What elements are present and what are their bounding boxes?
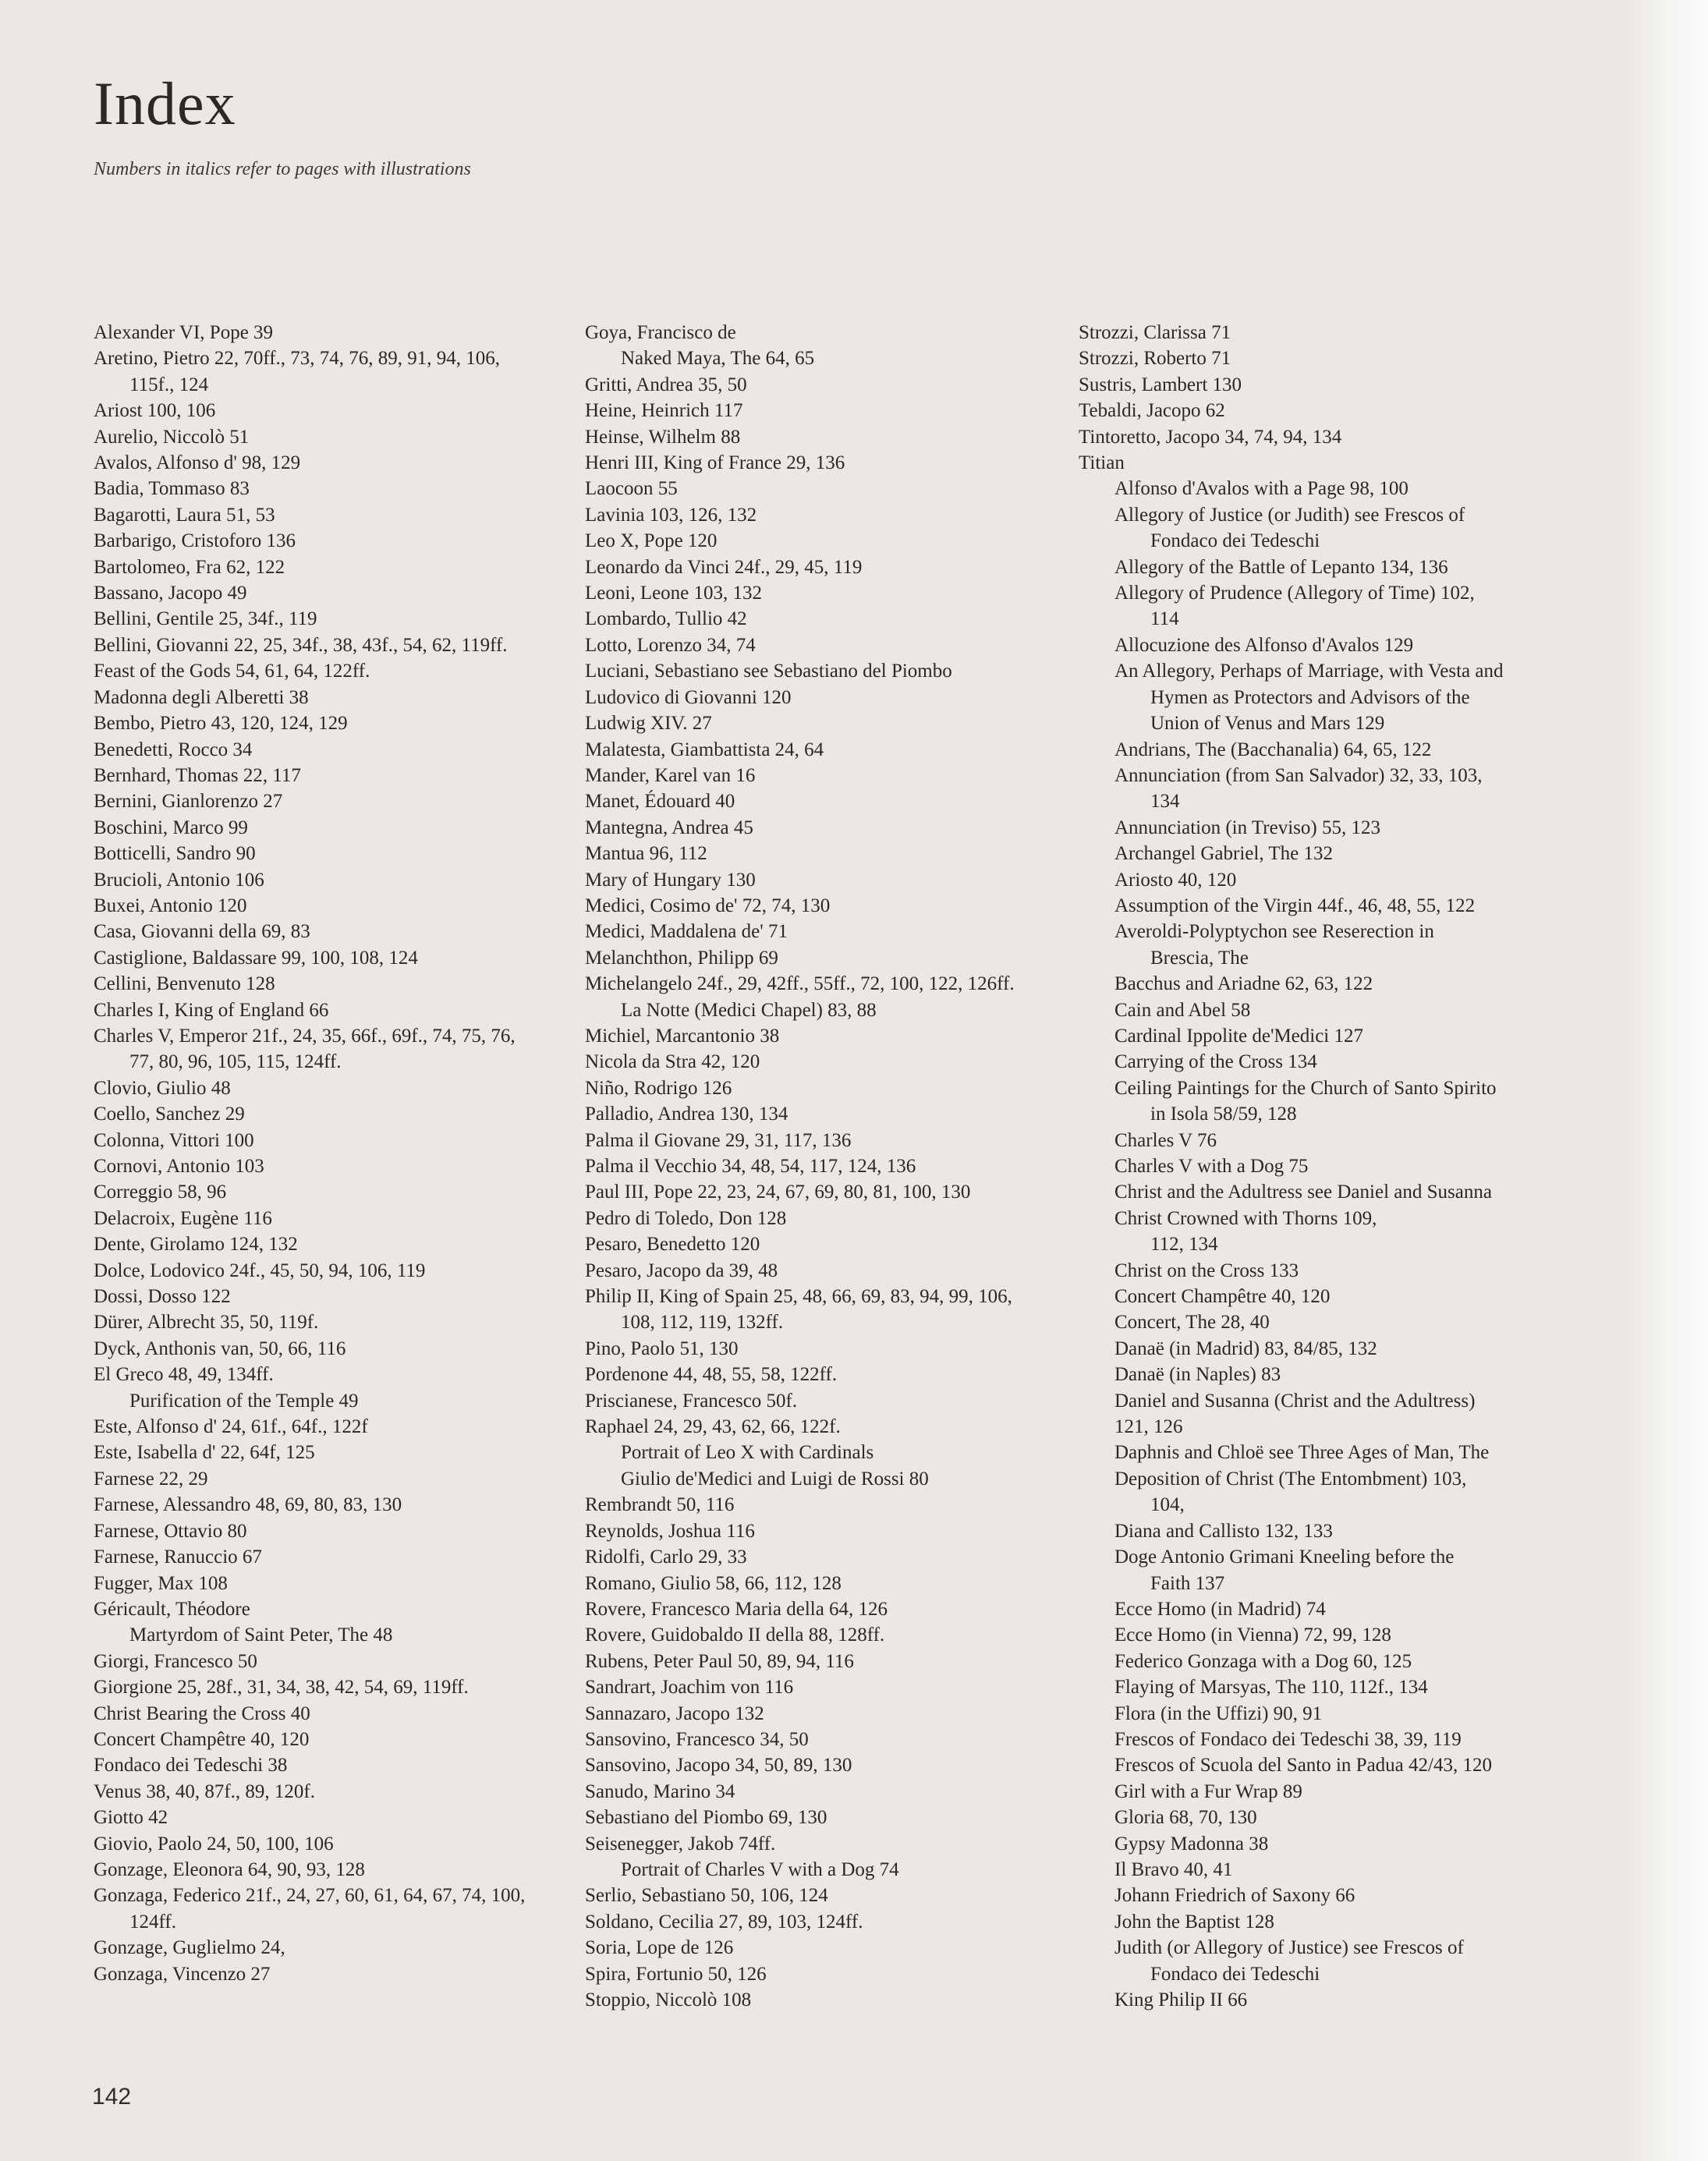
index-entry: Goya, Francisco de: [585, 322, 736, 343]
index-entry: Manet, Édouard 40: [585, 791, 735, 813]
index-entry: Gritti, Andrea 35, 50: [585, 374, 747, 395]
index-entry: Benedetti, Rocco 34: [94, 739, 253, 760]
index-entry: Ludwig XIV. 27: [585, 713, 712, 735]
index-entry: Leoni, Leone 103, 132: [585, 583, 763, 604]
index-entry: La Notte (Medici Chapel) 83, 88: [621, 999, 877, 1021]
index-entry: Alfonso d'Avalos with a Page 98, 100: [1114, 478, 1409, 500]
index-entry: Correggio 58, 96: [94, 1181, 227, 1203]
index-entry: Mantegna, Andrea 45: [585, 817, 753, 838]
book-gutter-shade: [1622, 0, 1708, 2161]
index-entry: Feast of the Gods 54, 61, 64, 122ff.: [94, 661, 370, 682]
index-entry: Charles V 76: [1114, 1129, 1217, 1151]
index-entry: Frescos of Scuola del Santo in Padua 42/43, 120: [1114, 1755, 1492, 1777]
index-entry: Pesaro, Benedetto 120: [585, 1234, 760, 1256]
page-title: Index: [94, 69, 236, 137]
index-entry: Annunciation (from San Salvador) 32, 33, 103,: [1114, 764, 1483, 786]
index-entry: Flaying of Marsyas, The 110, 112f., 134: [1114, 1677, 1428, 1699]
index-entry: Union of Venus and Mars 129: [1150, 713, 1385, 735]
index-entry: Judith (or Allegory of Justice) see Frescos of: [1114, 1937, 1464, 1959]
index-entry: 124ff.: [129, 1911, 176, 1933]
index-entry: Bacchus and Ariadne 62, 63, 122: [1114, 973, 1373, 995]
index-entry: Michelangelo 24f., 29, 42ff., 55ff., 72, 100, 122, 126ff.: [585, 973, 1015, 995]
index-entry: Concert, The 28, 40: [1114, 1312, 1270, 1334]
index-entry: Cellini, Benvenuto 128: [94, 973, 275, 995]
index-entry: Gonzaga, Vincenzo 27: [94, 1963, 271, 1985]
index-entry: Rovere, Francesco Maria della 64, 126: [585, 1598, 888, 1620]
index-entry: Frescos of Fondaco dei Tedeschi 38, 39, 119: [1114, 1728, 1462, 1750]
index-entry: John the Baptist 128: [1114, 1911, 1274, 1933]
index-entry: Venus 38, 40, 87f., 89, 120f.: [94, 1780, 316, 1802]
index-entry: 115f., 124: [129, 374, 209, 395]
index-entry: 114: [1150, 608, 1179, 630]
index-entry: Martyrdom of Saint Peter, The 48: [129, 1624, 393, 1646]
index-entry: Bembo, Pietro 43, 120, 124, 129: [94, 713, 348, 735]
index-entry: Sebastiano del Piombo 69, 130: [585, 1807, 827, 1829]
index-entry: Mary of Hungary 130: [585, 869, 756, 891]
index-entry: Dossi, Dosso 122: [94, 1286, 231, 1308]
index-entry: Castiglione, Baldassare 99, 100, 108, 124: [94, 947, 418, 969]
index-entry: Fondaco dei Tedeschi: [1150, 530, 1320, 552]
index-entry: Medici, Maddalena de' 71: [585, 921, 788, 943]
index-entry: Danaë (in Naples) 83: [1114, 1364, 1281, 1386]
index-entry: Giorgi, Francesco 50: [94, 1650, 257, 1672]
index-entry: Ariosto 40, 120: [1114, 869, 1237, 891]
index-entry: An Allegory, Perhaps of Marriage, with Vesta and: [1114, 661, 1504, 682]
index-entry: Federico Gonzaga with a Dog 60, 125: [1114, 1650, 1412, 1672]
index-entry: Hymen as Protectors and Advisors of the: [1150, 686, 1470, 708]
index-entry: Badia, Tommaso 83: [94, 478, 250, 500]
index-entry: Bartolomeo, Fra 62, 122: [94, 556, 285, 578]
index-entry: Tintoretto, Jacopo 34, 74, 94, 134: [1079, 426, 1342, 448]
index-entry: Ecce Homo (in Madrid) 74: [1114, 1598, 1326, 1620]
index-entry: Spira, Fortunio 50, 126: [585, 1963, 767, 1985]
index-entry: Doge Antonio Grimani Kneeling before the: [1114, 1546, 1455, 1568]
index-entry: Melanchthon, Philipp 69: [585, 947, 778, 969]
index-entry: Clovio, Giulio 48: [94, 1077, 231, 1099]
index-entry: Raphael 24, 29, 43, 62, 66, 122f.: [585, 1416, 841, 1438]
index-entry: Gonzage, Guglielmo 24,: [94, 1937, 285, 1959]
index-entry: Buxei, Antonio 120: [94, 895, 247, 916]
index-entry: Lotto, Lorenzo 34, 74: [585, 634, 756, 656]
index-entry: Nicola da Stra 42, 120: [585, 1051, 760, 1073]
index-entry: Giovio, Paolo 24, 50, 100, 106: [94, 1833, 334, 1855]
index-entry: Bernini, Gianlorenzo 27: [94, 791, 283, 813]
index-entry: Allegory of the Battle of Lepanto 134, 136: [1114, 556, 1448, 578]
index-entry: Bellini, Gentile 25, 34f., 119: [94, 608, 317, 630]
index-entry: Casa, Giovanni della 69, 83: [94, 921, 310, 943]
index-entry: Allegory of Prudence (Allegory of Time) 102,: [1114, 583, 1475, 604]
page-number: 142: [92, 2084, 132, 2110]
index-entry: Girl with a Fur Wrap 89: [1114, 1780, 1302, 1802]
index-entry: Fondaco dei Tedeschi 38: [94, 1755, 288, 1777]
index-entry: Gypsy Madonna 38: [1114, 1833, 1269, 1855]
index-entry: Niño, Rodrigo 126: [585, 1077, 732, 1099]
index-entry: Boschini, Marco 99: [94, 817, 248, 838]
index-entry: Romano, Giulio 58, 66, 112, 128: [585, 1572, 842, 1594]
index-entry: Stoppio, Niccolò 108: [585, 1989, 752, 2010]
index-entry: Henri III, King of France 29, 136: [585, 452, 845, 474]
index-entry: Annunciation (in Treviso) 55, 123: [1114, 817, 1380, 838]
index-note: Numbers in italics refer to pages with illustrations: [94, 159, 471, 179]
index-entry: Naked Maya, The 64, 65: [621, 348, 815, 370]
index-entry: Averoldi-Polyptychon see Reserection in: [1114, 921, 1434, 943]
index-entry: Diana and Callisto 132, 133: [1114, 1520, 1333, 1542]
index-entry: Deposition of Christ (The Entombment) 103,: [1114, 1468, 1467, 1490]
index-entry: Tebaldi, Jacopo 62: [1079, 400, 1225, 422]
index-entry: Sansovino, Francesco 34, 50: [585, 1728, 809, 1750]
index-entry: Dürer, Albrecht 35, 50, 119f.: [94, 1312, 319, 1334]
index-entry: Heinse, Wilhelm 88: [585, 426, 741, 448]
index-entry: Farnese, Ottavio 80: [94, 1520, 247, 1542]
index-entry: Lavinia 103, 126, 132: [585, 504, 757, 526]
index-entry: Mander, Karel van 16: [585, 764, 756, 786]
index-column-2: [585, 320, 1045, 2013]
index-entry: Pedro di Toledo, Don 128: [585, 1207, 787, 1229]
index-entry: Cardinal Ippolite de'Medici 127: [1114, 1025, 1364, 1047]
index-entry: Danaë (in Madrid) 83, 84/85, 132: [1114, 1337, 1377, 1359]
index-entry: Sannazaro, Jacopo 132: [585, 1702, 764, 1724]
index-entry: Portrait of Charles V with a Dog 74: [621, 1858, 899, 1880]
index-entry: Dyck, Anthonis van, 50, 66, 116: [94, 1337, 346, 1359]
index-entry: Leo X, Pope 120: [585, 530, 718, 552]
index-entry: 77, 80, 96, 105, 115, 124ff.: [129, 1051, 342, 1073]
index-entry: Medici, Cosimo de' 72, 74, 130: [585, 895, 831, 916]
index-entry: Este, Alfonso d' 24, 61f., 64f., 122f: [94, 1416, 368, 1438]
index-entry: Bassano, Jacopo 49: [94, 583, 247, 604]
index-entry: Dente, Girolamo 124, 132: [94, 1234, 298, 1256]
index-entry: Bellini, Giovanni 22, 25, 34f., 38, 43f., 54, 62, 119ff.: [94, 634, 508, 656]
index-entry: Portrait of Leo X with Cardinals: [621, 1442, 874, 1464]
index-entry: Giulio de'Medici and Luigi de Rossi 80: [621, 1468, 929, 1490]
index-entry: Allegory of Justice (or Judith) see Frescos of: [1114, 504, 1465, 526]
index-entry: Allocuzione des Alfonso d'Avalos 129: [1114, 634, 1414, 656]
index-entry: Daniel and Susanna (Christ and the Adultress): [1114, 1390, 1476, 1412]
index-entry: Daphnis and Chloë see Three Ages of Man, The: [1114, 1442, 1490, 1464]
index-entry: Dolce, Lodovico 24f., 45, 50, 94, 106, 119: [94, 1259, 426, 1281]
index-entry: Lombardo, Tullio 42: [585, 608, 747, 630]
index-entry: Paul III, Pope 22, 23, 24, 67, 69, 80, 81, 100, 130: [585, 1181, 971, 1203]
index-entry: Concert Champêtre 40, 120: [94, 1728, 310, 1750]
index-entry: Cornovi, Antonio 103: [94, 1156, 264, 1177]
index-entry: Sansovino, Jacopo 34, 50, 89, 130: [585, 1755, 852, 1777]
index-entry: Bagarotti, Laura 51, 53: [94, 504, 275, 526]
index-entry: Strozzi, Clarissa 71: [1079, 322, 1231, 343]
index-column-1: [94, 320, 554, 1987]
index-entry: Mantua 96, 112: [585, 843, 707, 865]
index-entry: Palma il Giovane 29, 31, 117, 136: [585, 1129, 852, 1151]
index-entry: Luciani, Sebastiano see Sebastiano del Piombo: [585, 661, 952, 682]
index-entry: Ceiling Paintings for the Church of Santo Spirito: [1114, 1077, 1497, 1099]
index-entry: Christ on the Cross 133: [1114, 1259, 1299, 1281]
index-entry: Farnese, Ranuccio 67: [94, 1546, 262, 1568]
index-entry: Sustris, Lambert 130: [1079, 374, 1242, 395]
index-entry: Flora (in the Uffizi) 90, 91: [1114, 1702, 1323, 1724]
index-entry: Malatesta, Giambattista 24, 64: [585, 739, 824, 760]
index-entry: Barbarigo, Cristoforo 136: [94, 530, 296, 552]
index-entry: Gonzage, Eleonora 64, 90, 93, 128: [94, 1858, 365, 1880]
index-entry: Johann Friedrich of Saxony 66: [1114, 1885, 1355, 1907]
index-entry: Ecce Homo (in Vienna) 72, 99, 128: [1114, 1624, 1391, 1646]
index-entry: Laocoon 55: [585, 478, 678, 500]
index-entry: Philip II, King of Spain 25, 48, 66, 69, 83, 94, 99, 106,: [585, 1286, 1012, 1308]
index-entry: Pordenone 44, 48, 55, 58, 122ff.: [585, 1364, 838, 1386]
index-entry: Delacroix, Eugène 116: [94, 1207, 272, 1229]
index-entry: Colonna, Vittori 100: [94, 1129, 254, 1151]
index-entry: Géricault, Théodore: [94, 1598, 250, 1620]
index-entry: Archangel Gabriel, The 132: [1114, 843, 1333, 865]
index-entry: Christ and the Adultress see Daniel and Susanna: [1114, 1181, 1492, 1203]
index-entry: Seisenegger, Jakob 74ff.: [585, 1833, 776, 1855]
index-entry: Madonna degli Alberetti 38: [94, 686, 309, 708]
index-entry: El Greco 48, 49, 134ff.: [94, 1364, 274, 1386]
index-entry: 108, 112, 119, 132ff.: [621, 1312, 784, 1334]
index-entry: King Philip II 66: [1114, 1989, 1248, 2010]
index-entry: Palma il Vecchio 34, 48, 54, 117, 124, 136: [585, 1156, 916, 1177]
index-entry: Leonardo da Vinci 24f., 29, 45, 119: [585, 556, 863, 578]
index-entry: Rembrandt 50, 116: [585, 1494, 735, 1516]
index-column-3: [1079, 320, 1539, 2013]
index-entry: Concert Champêtre 40, 120: [1114, 1286, 1331, 1308]
index-entry: Faith 137: [1150, 1572, 1225, 1594]
index-entry: Rovere, Guidobaldo II della 88, 128ff.: [585, 1624, 885, 1646]
index-entry: Brescia, The: [1150, 947, 1249, 969]
index-entry: 104,: [1150, 1494, 1185, 1516]
index-entry: Charles V with a Dog 75: [1114, 1156, 1309, 1177]
index-entry: Christ Bearing the Cross 40: [94, 1702, 310, 1724]
index-entry: Andrians, The (Bacchanalia) 64, 65, 122: [1114, 739, 1432, 760]
index-entry: 112, 134: [1150, 1234, 1218, 1256]
index-entry: Farnese 22, 29: [94, 1468, 208, 1490]
index-entry: Michiel, Marcantonio 38: [585, 1025, 780, 1047]
index-entry: Ariost 100, 106: [94, 400, 216, 422]
index-entry: 121, 126: [1114, 1416, 1183, 1438]
index-entry: Christ Crowned with Thorns 109,: [1114, 1207, 1377, 1229]
index-entry: Reynolds, Joshua 116: [585, 1520, 755, 1542]
index-entry: Pesaro, Jacopo da 39, 48: [585, 1259, 778, 1281]
index-entry: Strozzi, Roberto 71: [1079, 348, 1231, 370]
index-entry: Ludovico di Giovanni 120: [585, 686, 792, 708]
index-entry: Gloria 68, 70, 130: [1114, 1807, 1257, 1829]
index-entry: Coello, Sanchez 29: [94, 1104, 245, 1125]
index-entry: Ridolfi, Carlo 29, 33: [585, 1546, 747, 1568]
index-entry: Brucioli, Antonio 106: [94, 869, 264, 891]
index-entry: Cain and Abel 58: [1114, 999, 1251, 1021]
index-entry: Serlio, Sebastiano 50, 106, 124: [585, 1885, 828, 1907]
index-entry: Aurelio, Niccolò 51: [94, 426, 250, 448]
index-entry: Sanudo, Marino 34: [585, 1780, 735, 1802]
index-entry: Fugger, Max 108: [94, 1572, 228, 1594]
index-entry: Charles V, Emperor 21f., 24, 35, 66f., 69f., 74, 75, 76,: [94, 1025, 516, 1047]
index-entry: Il Bravo 40, 41: [1114, 1858, 1233, 1880]
index-entry: Purification of the Temple 49: [129, 1390, 359, 1412]
index-entry: Botticelli, Sandro 90: [94, 843, 256, 865]
index-entry: Priscianese, Francesco 50f.: [585, 1390, 798, 1412]
index-entry: Heine, Heinrich 117: [585, 400, 743, 422]
index-entry: Soldano, Cecilia 27, 89, 103, 124ff.: [585, 1911, 863, 1933]
index-entry: Bernhard, Thomas 22, 117: [94, 764, 301, 786]
index-entry: Giotto 42: [94, 1807, 168, 1829]
index-entry: Alexander VI, Pope 39: [94, 322, 274, 343]
index-entry: Giorgione 25, 28f., 31, 34, 38, 42, 54, 69, 119ff.: [94, 1677, 469, 1699]
index-entry: Fondaco dei Tedeschi: [1150, 1963, 1320, 1985]
index-entry: Gonzaga, Federico 21f., 24, 27, 60, 61, 64, 67, 74, 100,: [94, 1885, 526, 1907]
index-entry: Farnese, Alessandro 48, 69, 80, 83, 130: [94, 1494, 402, 1516]
index-entry: Sandrart, Joachim von 116: [585, 1677, 794, 1699]
index-entry: Soria, Lope de 126: [585, 1937, 734, 1959]
index-entry: Titian: [1079, 452, 1125, 474]
index-entry: Pino, Paolo 51, 130: [585, 1337, 739, 1359]
index-entry: 134: [1150, 791, 1180, 813]
index-entry: Aretino, Pietro 22, 70ff., 73, 74, 76, 89, 91, 94, 106,: [94, 348, 501, 370]
index-entry: Este, Isabella d' 22, 64f, 125: [94, 1442, 315, 1464]
index-entry: Charles I, King of England 66: [94, 999, 329, 1021]
index-entry: Rubens, Peter Paul 50, 89, 94, 116: [585, 1650, 854, 1672]
index-entry: Carrying of the Cross 134: [1114, 1051, 1317, 1073]
index-entry: Avalos, Alfonso d' 98, 129: [94, 452, 301, 474]
index-entry: Palladio, Andrea 130, 134: [585, 1104, 788, 1125]
index-entry: in Isola 58/59, 128: [1150, 1104, 1297, 1125]
index-entry: Assumption of the Virgin 44f., 46, 48, 55, 122: [1114, 895, 1476, 916]
